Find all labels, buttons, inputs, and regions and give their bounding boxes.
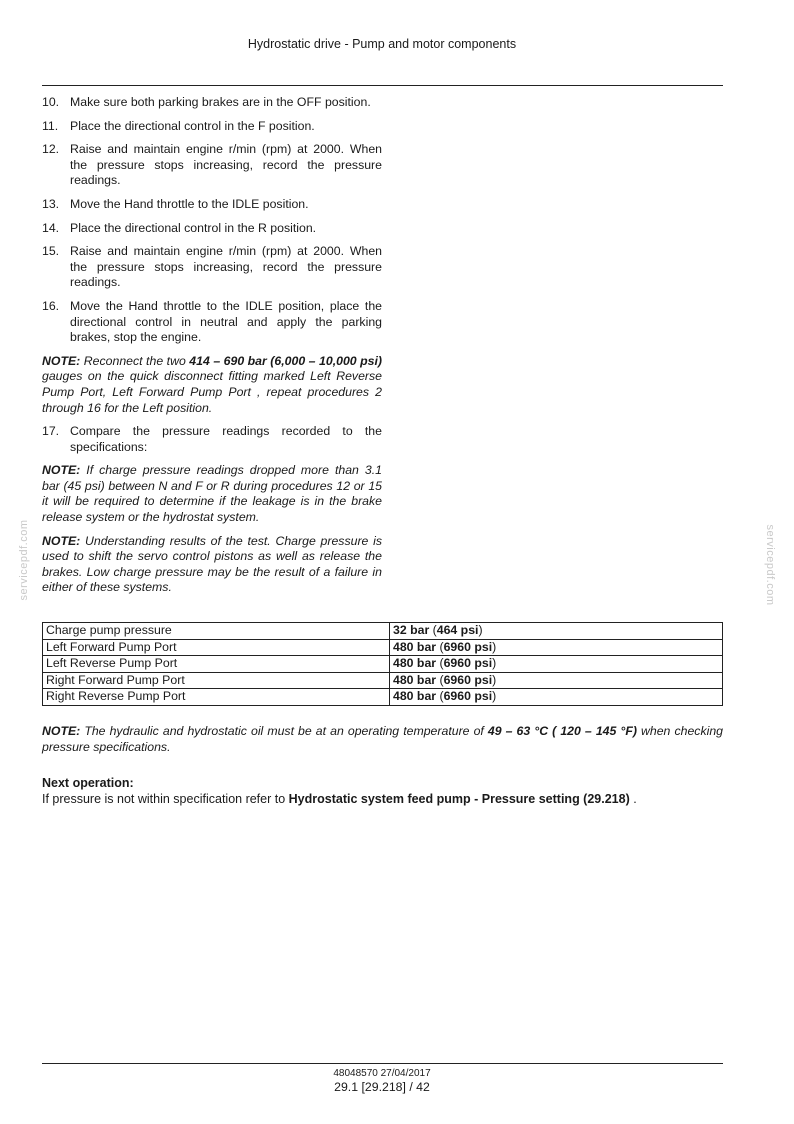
document-code: 48048570 27/04/2017 — [333, 1068, 431, 1079]
note-text: when checking pressure specifications. — [42, 724, 724, 754]
next-operation-title: Next operation: — [42, 776, 134, 790]
table-row — [43, 639, 723, 656]
procedure-step — [42, 197, 382, 213]
step-text: Place the directional control in the F position. — [70, 118, 315, 133]
table-row — [43, 689, 723, 706]
table-row — [43, 656, 723, 673]
procedure-step — [42, 424, 382, 455]
procedure-step — [42, 244, 382, 291]
step-number: 13. — [42, 196, 60, 211]
step-text: Move the Hand throttle to the IDLE position, place the directional control in neutral and apply the parking brakes, stop the engine. — [70, 298, 382, 345]
table-row — [43, 672, 723, 689]
step-text: Raise and maintain engine r/min (rpm) at 2000. When the pressure stops increasing, record the pressure readings. — [70, 142, 382, 188]
step-number: 14. — [42, 220, 60, 235]
note-label: NOTE: — [42, 353, 81, 368]
spec-name: Right Reverse Pump Port — [43, 689, 390, 706]
step-number: 12. — [42, 142, 60, 157]
note-reconnect-gauges — [42, 354, 382, 416]
procedure-step — [42, 95, 382, 111]
note-test-results — [42, 534, 382, 596]
procedure-step — [42, 119, 382, 135]
note-text: Understanding results of the test. Charge pressure is used to shift the servo control pistons as well as release the brakes. Low charge pressure may be the result of a failure in either of these systems. — [42, 533, 382, 595]
step-text: Place the directional control in the R position. — [70, 220, 317, 235]
step-number: 17. — [42, 424, 60, 439]
procedure-column — [42, 95, 382, 604]
gauge-range-value: 414 – 690 bar (6,000 – 10,000 psi) — [189, 353, 382, 368]
note-charge-pressure — [42, 463, 382, 525]
spec-name: Left Forward Pump Port — [43, 639, 390, 656]
spec-value: 32 bar (464 psi) — [390, 623, 723, 640]
spec-name: Charge pump pressure — [43, 623, 390, 640]
note-label: NOTE: — [42, 724, 81, 738]
note-label: NOTE: — [42, 533, 81, 548]
step-number: 16. — [42, 298, 60, 313]
spec-name: Left Reverse Pump Port — [43, 656, 390, 673]
procedure-step — [42, 221, 382, 237]
pressure-spec-table — [42, 622, 723, 706]
header-rule — [42, 85, 723, 86]
footer-rule — [42, 1063, 723, 1064]
spec-value: 480 bar (6960 psi) — [390, 689, 723, 706]
step-text: Raise and maintain engine r/min (rpm) at 2000. When the pressure stops increasing, record the pressure readings. — [70, 244, 382, 290]
note-text: Reconnect the two — [80, 353, 190, 368]
step-number: 11. — [42, 118, 59, 133]
step-text: Compare the pressure readings recorded to the specifications: — [70, 424, 382, 454]
note-text: If charge pressure readings dropped more than 3.1 bar (45 psi) between N and F or R during procedures 12 or 15 it will be required to determine if the leakage is in the brake release system or the hydrostat system. — [42, 463, 382, 525]
watermark-left: servicepdf.com — [18, 519, 30, 601]
step-text: Make sure both parking brakes are in the OFF position. — [70, 95, 371, 109]
spec-value: 480 bar (6960 psi) — [390, 672, 723, 689]
spec-value: 480 bar (6960 psi) — [390, 656, 723, 673]
note-text: The hydraulic and hydrostatic oil must be at an operating temperature of — [80, 724, 488, 738]
step-number: 15. — [42, 244, 60, 259]
next-operation-text: If pressure is not within specification refer to Hydrostatic system feed pump - Pressure setting (29.218) . — [42, 792, 637, 806]
spec-name: Right Forward Pump Port — [43, 672, 390, 689]
table-row — [43, 623, 723, 640]
page-header-title: Hydrostatic drive - Pump and motor components — [247, 37, 517, 51]
note-text: gauges on the quick disconnect fitting marked Left Reverse Pump Port, Left Forward Pump Port , repeat procedures 2 through 16 for the Left position. — [42, 369, 382, 415]
page-number: 29.1 [29.218] / 42 — [334, 1080, 430, 1094]
step-number: 10. — [42, 95, 60, 109]
note-label: NOTE: — [42, 463, 81, 478]
procedure-step — [42, 142, 382, 189]
procedure-step — [42, 299, 382, 346]
step-text: Move the Hand throttle to the IDLE position. — [70, 196, 309, 211]
temperature-value: 49 – 63 °C ( 120 – 145 °F) — [487, 724, 637, 738]
next-operation-link[interactable]: Hydrostatic system feed pump - Pressure setting (29.218) — [288, 792, 630, 806]
spec-value: 480 bar (6960 psi) — [390, 639, 723, 656]
watermark-right: servicepdf.com — [764, 524, 776, 606]
note-oil-temperature — [42, 724, 723, 755]
